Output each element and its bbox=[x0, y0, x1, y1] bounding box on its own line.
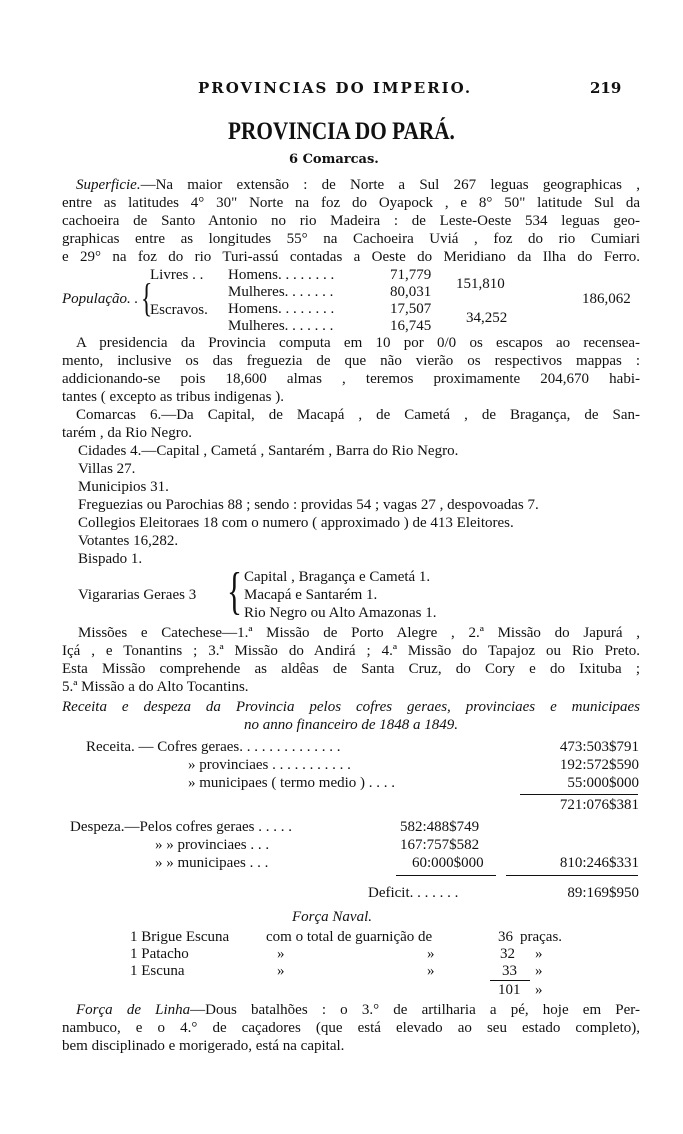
receita-row-label: » provinciaes . . . . . . . . . . . bbox=[188, 757, 351, 773]
despeza-total: 810:246$331 bbox=[559, 855, 639, 871]
despeza-row-label: Despeza.—Pelos cofres geraes . . . . . bbox=[70, 819, 293, 835]
missoes-line-1: Missões e Catechese—1.ª Missão de Porto Alegre , 2.ª Missão do Japurá , bbox=[78, 625, 640, 641]
presidencia-line-1: A presidencia da Provincia computa em 10 por 0/0 os escapos ao recensea- bbox=[76, 335, 640, 351]
ship-count: 32 bbox=[500, 946, 515, 962]
vigararia-item: Capital , Bragança e Cametá 1. bbox=[244, 569, 431, 585]
stat-votantes: Votantes 16,282. bbox=[78, 533, 179, 549]
forca-naval-title: Força Naval. bbox=[292, 909, 372, 925]
sum-rule bbox=[396, 875, 496, 876]
ship-count: 33 bbox=[502, 963, 517, 979]
vigararia-item: Macapá e Santarém 1. bbox=[244, 587, 378, 603]
livres-label: Livres . . bbox=[150, 267, 204, 283]
escravos-mulheres: 16,745 bbox=[390, 318, 432, 334]
vigararia-item: Rio Negro ou Alto Amazonas 1. bbox=[244, 605, 437, 621]
livres-mulheres: 80,031 bbox=[390, 284, 432, 300]
receita-total: 721:076$381 bbox=[559, 797, 639, 813]
escravos-mulheres-label: Mulheres. . . . . . . bbox=[228, 318, 334, 334]
receita-row-value: 192:572$590 bbox=[559, 757, 639, 773]
ship-text: com o total de guarnição de bbox=[266, 929, 433, 945]
ship-name: 1 Patacho bbox=[130, 946, 189, 962]
ditto: » bbox=[427, 963, 435, 979]
superficie-line-2: entre as latitudes 4° 30" Norte na foz do Oyapock , e 8° 50" latitude Sul da bbox=[62, 195, 640, 211]
subtitle: 6 Comarcas. bbox=[289, 152, 379, 167]
stat-villas: Villas 27. bbox=[78, 461, 136, 477]
stat-freguezias: Freguezias ou Parochias 88 ; sendo : providas 54 ; vagas 27 , despovoadas 7. bbox=[78, 497, 539, 513]
livres-mulheres-label: Mulheres. . . . . . . bbox=[228, 284, 334, 300]
page-title: PROVINCIA DO PARÁ. bbox=[228, 118, 455, 145]
forca-linha-label: Força de Linha bbox=[76, 1002, 191, 1018]
ship-name: 1 Escuna bbox=[130, 963, 185, 979]
ditto: » bbox=[427, 946, 435, 962]
stat-collegios: Collegios Eleitoraes 18 com o numero ( approximado ) de 413 Eleitores. bbox=[78, 515, 514, 531]
despeza-row-value: 60:000$000 bbox=[412, 855, 484, 871]
text: —Na maior extensão : de Norte a Sul 267 leguas geographicas , bbox=[140, 177, 640, 193]
ship-count: 36 bbox=[498, 929, 513, 945]
ditto: » bbox=[277, 946, 285, 962]
livres-homens-label: Homens. . . . . . . . bbox=[228, 267, 335, 283]
receita-row-label: » municipaes ( termo medio ) . . . . bbox=[188, 775, 396, 791]
superficie-line-4: graphicas entre as longitudes 55° na Cachoeira Uviá , foz do rio Cumiari bbox=[62, 231, 640, 247]
sum-rule bbox=[506, 875, 638, 876]
ship-name: 1 Brigue Escuna bbox=[130, 929, 230, 945]
stat-municipios: Municipios 31. bbox=[78, 479, 169, 495]
forca-linha-line-1 bbox=[76, 1001, 640, 1019]
ship-unit: » bbox=[535, 946, 543, 962]
presidencia-line-2: mento, inclusive os das freguezia de que não vierão os respectivos mappas : bbox=[62, 353, 640, 369]
receita-row-label: Receita. — Cofres geraes. . . . . . . . . . . . . . bbox=[86, 739, 341, 755]
populacao-total: 186,062 bbox=[582, 291, 631, 307]
presidencia-line-4: tantes ( excepto as tribus indigenas ). bbox=[62, 389, 285, 405]
vigararias-label: Vigararias Geraes 3 bbox=[78, 587, 197, 603]
forca-linha-line-3: bem disciplinado e morigerado, está na capital. bbox=[62, 1038, 345, 1054]
missoes-line-3: Esta Missão comprehende as aldêas de Santa Cruz, do Cory e do Ixituba ; bbox=[62, 661, 640, 677]
ditto: » bbox=[277, 963, 285, 979]
deficit-label: Deficit. . . . . . . bbox=[368, 885, 459, 901]
ship-unit: praças. bbox=[520, 929, 563, 945]
running-header: PROVINCIAS DO IMPERIO. bbox=[198, 79, 473, 97]
escravos-homens-label: Homens. . . . . . . . bbox=[228, 301, 335, 317]
receita-heading-2: no anno financeiro de 1848 a 1849. bbox=[243, 717, 458, 733]
stat-cidades: Cidades 4.—Capital , Cametá , Santarém , Barra do Rio Negro. bbox=[78, 443, 459, 459]
despeza-row-label: » » municipaes . . . bbox=[155, 855, 269, 871]
deficit-value: 89:169$950 bbox=[567, 885, 639, 901]
despeza-row-value: 167:757$582 bbox=[400, 837, 480, 853]
comarcas-line-2: tarém , da Rio Negro. bbox=[62, 425, 192, 441]
comarcas-line-1: Comarcas 6.—Da Capital, de Macapá , de Cametá , de Bragança, de San- bbox=[76, 407, 640, 423]
brace: { bbox=[226, 563, 242, 620]
presidencia-line-3: addicionando-se pois 18,600 almas , teremos proximamente 204,670 habi- bbox=[62, 371, 640, 387]
sum-rule bbox=[520, 794, 638, 795]
escravos-subtotal: 34,252 bbox=[466, 310, 508, 326]
ship-unit: » bbox=[535, 963, 543, 979]
superficie-line-3: cachoeira de Santo Antonio no rio Madeira : de Leste-Oeste 534 leguas geo- bbox=[62, 213, 640, 229]
forca-linha-line-2: nambuco, e o 4.° de caçadores (que está elevado ao seu estado completo), bbox=[62, 1020, 640, 1036]
superficie-line-5: e 29° na foz do rio Turi-assú contadas a Oeste do Meridiano da Ilha do Ferro. bbox=[62, 249, 640, 265]
stat-bispado: Bispado 1. bbox=[78, 551, 143, 567]
receita-row-value: 473:503$791 bbox=[559, 739, 639, 755]
escravos-label: Escravos. bbox=[150, 302, 208, 318]
receita-heading-1: Receita e despeza da Provincia pelos cofres geraes, provinciaes e municipaes bbox=[62, 699, 640, 715]
page-number: 219 bbox=[590, 79, 622, 97]
despeza-row-value: 582:488$749 bbox=[400, 819, 480, 835]
superficie-line-1 bbox=[76, 176, 640, 194]
text: —Dous batalhões : o 3.° de artilharia a pé, hoje em Per- bbox=[190, 1002, 640, 1018]
despeza-row-label: » » provinciaes . . . bbox=[155, 837, 270, 853]
missoes-line-2: Içá , e Tonantins ; 3.ª Missão do Andirá ; 4.ª Missão do Tapajoz ou Rio Preto. bbox=[62, 643, 640, 659]
receita-row-value: 55:000$000 bbox=[567, 775, 639, 791]
livres-subtotal: 151,810 bbox=[456, 276, 505, 292]
naval-total: 101 bbox=[498, 982, 521, 998]
populacao-label: População. . bbox=[62, 291, 139, 307]
superficie-label: Superficie. bbox=[76, 177, 141, 193]
brace: { bbox=[140, 275, 153, 320]
naval-total-unit: » bbox=[535, 982, 543, 998]
missoes-line-4: 5.ª Missão a do Alto Tocantins. bbox=[62, 679, 249, 695]
escravos-homens: 17,507 bbox=[390, 301, 432, 317]
livres-homens: 71,779 bbox=[390, 267, 432, 283]
